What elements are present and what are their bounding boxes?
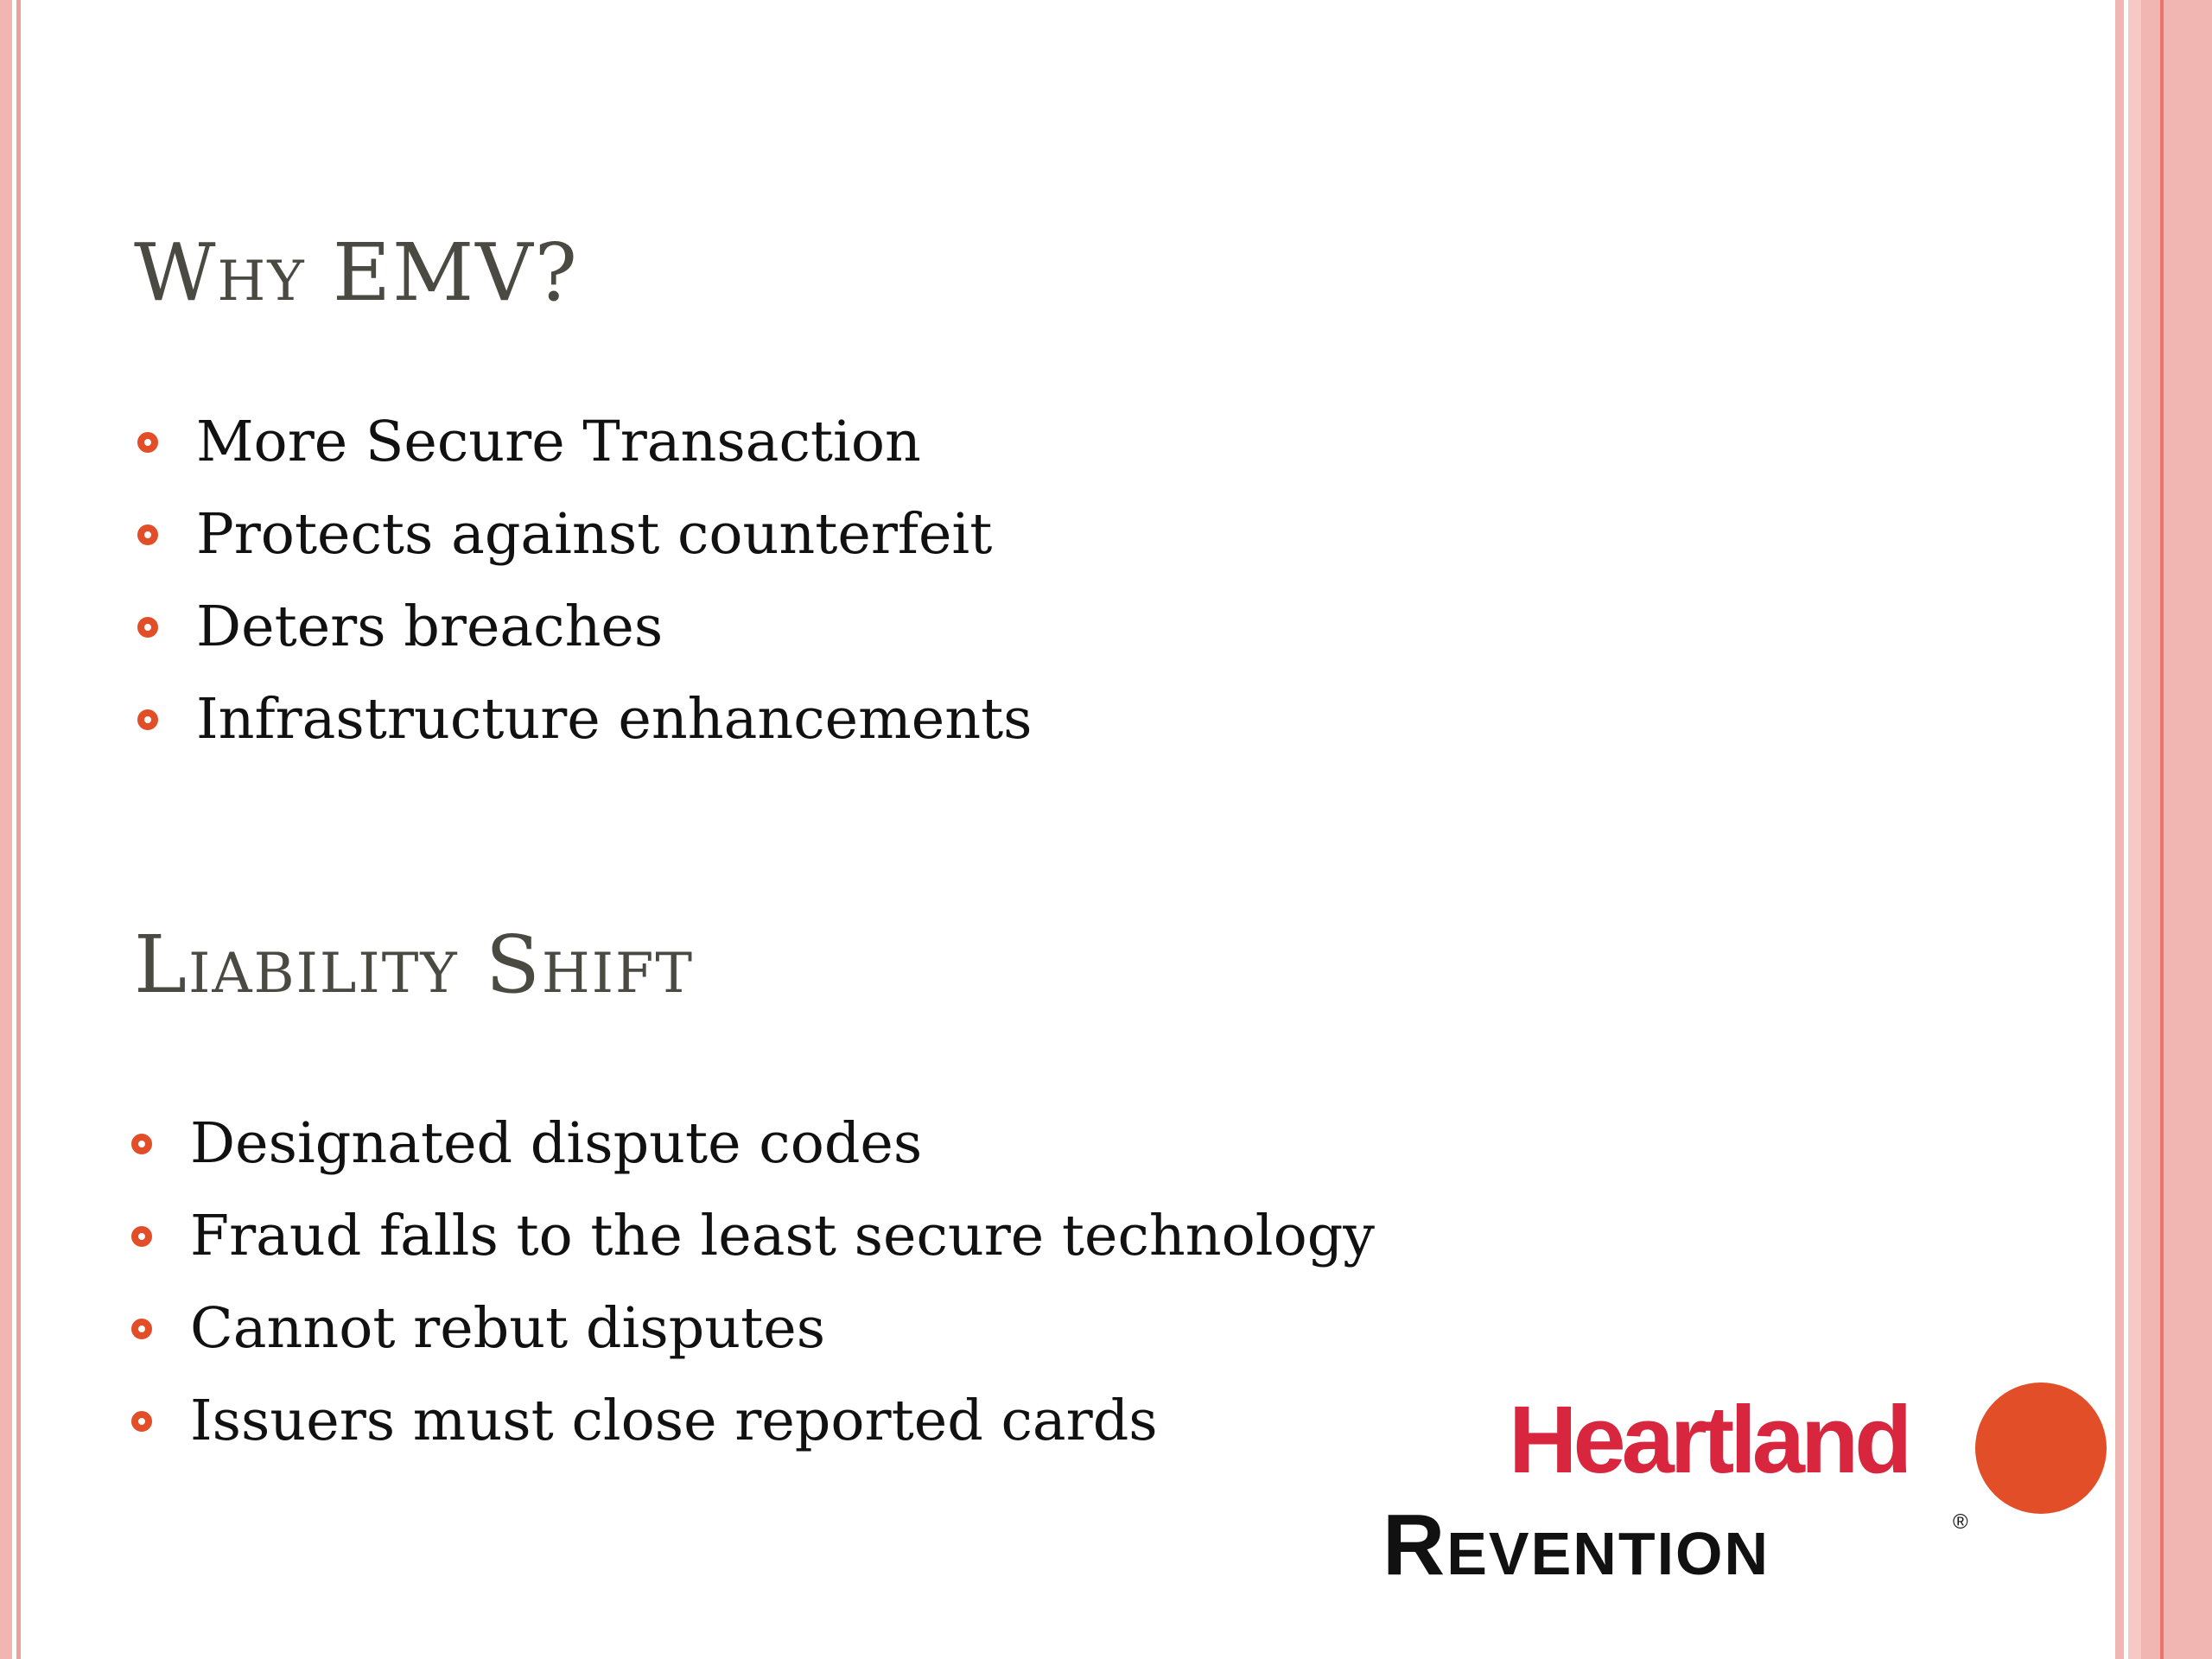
right-border-stripe bbox=[2141, 0, 2160, 1659]
bullet-item bbox=[134, 581, 1033, 673]
bullet-text: Protects against counterfeit bbox=[196, 502, 993, 567]
bullet-list-why-emv bbox=[134, 396, 1033, 766]
bullet-icon bbox=[137, 709, 158, 730]
section-heading-liability-shift: Liability Shift bbox=[134, 918, 695, 1011]
logo-text-revention: Revention bbox=[1382, 1497, 1770, 1593]
right-border-stripe bbox=[2164, 0, 2212, 1659]
bullet-text: Infrastructure enhancements bbox=[196, 687, 1033, 752]
bullet-item bbox=[128, 1097, 1375, 1190]
section-heading-why-emv: Why EMV? bbox=[134, 226, 579, 319]
heartland-revention-logo bbox=[1382, 1374, 2117, 1599]
bullet-item bbox=[128, 1190, 1375, 1282]
bullet-icon bbox=[131, 1226, 152, 1247]
bullet-item bbox=[134, 488, 1033, 581]
bullet-icon bbox=[137, 432, 158, 453]
left-border-line bbox=[16, 0, 21, 1659]
registered-mark: ® bbox=[1953, 1510, 1968, 1534]
bullet-icon bbox=[131, 1411, 152, 1432]
bullet-item bbox=[134, 673, 1033, 766]
bullet-text: Cannot rebut disputes bbox=[190, 1296, 826, 1361]
bullet-text: Issuers must close reported cards bbox=[190, 1389, 1158, 1453]
bullet-icon bbox=[131, 1134, 152, 1154]
bullet-icon bbox=[137, 617, 158, 638]
bullet-item bbox=[134, 396, 1033, 488]
left-border-stripe bbox=[0, 0, 12, 1659]
bullet-item bbox=[128, 1375, 1375, 1467]
bullet-text: Fraud falls to the least secure technology bbox=[190, 1204, 1376, 1268]
bullet-list-liability-shift bbox=[128, 1097, 1375, 1467]
bullet-icon bbox=[131, 1319, 152, 1339]
bullet-text: Designated dispute codes bbox=[190, 1111, 923, 1176]
logo-circle-icon bbox=[1975, 1382, 2107, 1514]
bullet-item bbox=[128, 1282, 1375, 1375]
bullet-icon bbox=[137, 524, 158, 545]
right-border-stripe bbox=[2128, 0, 2141, 1659]
bullet-text: More Secure Transaction bbox=[196, 410, 921, 474]
logo-text-heartland: Heartland bbox=[1509, 1387, 1909, 1493]
bullet-text: Deters breaches bbox=[196, 594, 664, 659]
